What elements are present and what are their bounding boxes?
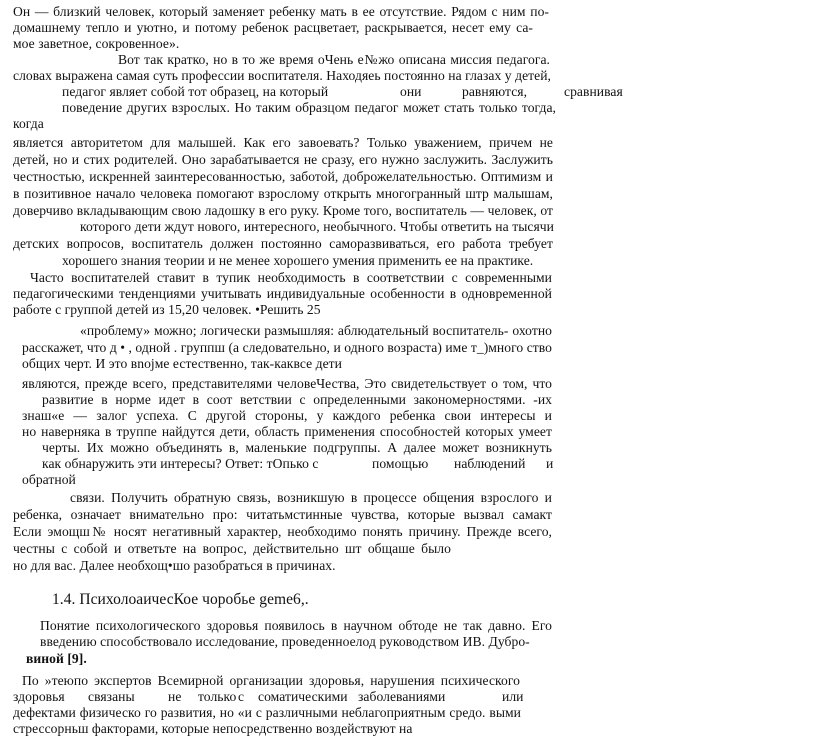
text-line: только [198,689,237,704]
text-line: заболеваниями [358,689,446,704]
text-line: помощью [372,456,429,471]
text-line: детских вопросов, воспитатель должен постоянно саморазвиваться, его работа требует [13,236,553,251]
text-line: которого дети ждут нового, интересного, необычного. Чтобы ответить на тысячи [80,219,554,234]
text-line: расскажет, что д • , одной . группш (а следовательно, и одного возраста) име т_)много ство [22,340,552,355]
text-line: поведение других взрослых. Но таким образцом педагог может стать только тогда, [62,100,556,115]
text-line: является авторитетом для малышей. Как его завоевать? Только уважением, причем не [13,135,553,150]
text-line: равняются, [462,84,528,99]
text-line: черты. Их можно объединять в, маленькие подгруппы. А далее может возникнуть [42,440,552,455]
text-line: Он — близкий человек, который заменяет ребенку мать в ее отсутствие. Рядом с ним по- [13,4,549,19]
text-line: доверчиво вкладывающим свою ладошку в его руку. Кроме того, воспитатель — человек, от [13,203,553,218]
text-line: связи. Получить обратную связь, возникшую в процессе общения взрослого и [70,490,552,505]
text-line: являются, прежде всего, представителями человеЧества, Это свидетельствует о том, что [22,376,552,391]
text-line: не [168,689,182,704]
text-line: виной [9]. [26,651,87,666]
text-line: в позитивное начало человека помогают взрослому открыть многогранный штр малышам, [13,186,553,201]
text-line: но для вас. Далее необхощ•шо разобраться в причинах. [13,558,336,573]
text-line: с [238,689,245,704]
text-line: детей, но и стих родителей. Оно зарабатывается не сразу, его нужно заслужить. Заслужить [13,152,553,167]
text-line: здоровья [13,689,65,704]
text-line: ребенка, означает внимательно про: читатьмстинные чувства, которые вызвал самакт [13,507,552,522]
text-line: общих черт. И это вnоjме естественно, так-каквсе дети [22,356,342,371]
text-line: мое заветное, сокровенное». [13,36,180,51]
text-line: и [546,456,554,471]
text-line: или [502,689,524,704]
text-line: педагог являет собой тот образец, на который [62,84,329,99]
text-line: знаш«е — залог успеха. С другой стороны, у каждого ребенка свои интересы и [22,408,552,423]
text-line: домашнему тепло и уютно, и потому ребенок расцветает, раскрывается, несет ему са- [13,20,533,35]
text-line: «проблему» можно; логически размышляя: аблюдательный воспитатель- охотно [80,323,552,338]
text-line: честностью, искренней заинтересованностью, заботой, доброжелательностью. Оптимизм и [13,169,553,184]
text-line: как обнаружить эти интересы? Ответ: тОпько с [42,456,319,471]
text-line: развитие в норме идет в соот ветствии с определенными закономерностями. -их [42,392,552,407]
text-line: обратной [22,472,76,487]
text-line: По »теюпо экспертов Всемирной организации здоровья, нарушения психического [22,673,520,688]
section-heading: 1.4. ПсихолоаичесКое чоробье gemе6,. [52,591,309,608]
text-line: когда [13,116,44,131]
text-line: словах выражена самая суть профессии воспитателя. Находяеь постоянно на глазах у детей, [13,68,551,83]
text-line: связаны [88,689,135,704]
text-line: хорошего знания теории и не менее хорошего умения применить ее на практике. [62,253,534,268]
text-line: но наверняка в труппе найдутся дети, область применения способностей которых умеет [22,424,552,439]
text-line: Часто воспитателей ставит в тупик необходимость в соответствии с современными [30,270,552,285]
text-line: введению способствовало исследование, проведенноелод руководством ИВ. Дубро- [40,634,530,649]
text-line: соматическими [258,689,348,704]
text-line: они [400,84,422,99]
text-line: дефектами физическо го развития, но «и с различными неблагоприятным средо. выми [13,705,521,720]
text-line: сравнивая [564,84,623,99]
text-line: Если эмощш№ носят негативный характер, необходимо понять причину. Прежде всего, [13,524,552,539]
text-line: педагогическими тенденциями учитывать индивидуальные особенности в одновременной [13,286,552,301]
text-line: работе с группой детей из 15,20 человек. •Решить 25 [13,302,321,317]
text-line: Вот так кратко, но в то же время оЧень е№жо описана миссия педагога. [118,52,550,67]
text-line: стрессорньш факторами, которые непосредственно воздействуют на [13,721,413,736]
text-line: Понятие психологического здоровья появилось в научном обтоде не так давно. Его [40,618,552,633]
text-line: наблюдений [454,456,526,471]
text-line: честны с собой и ответьте на вопрос, действительно шт общаше было [13,541,451,556]
